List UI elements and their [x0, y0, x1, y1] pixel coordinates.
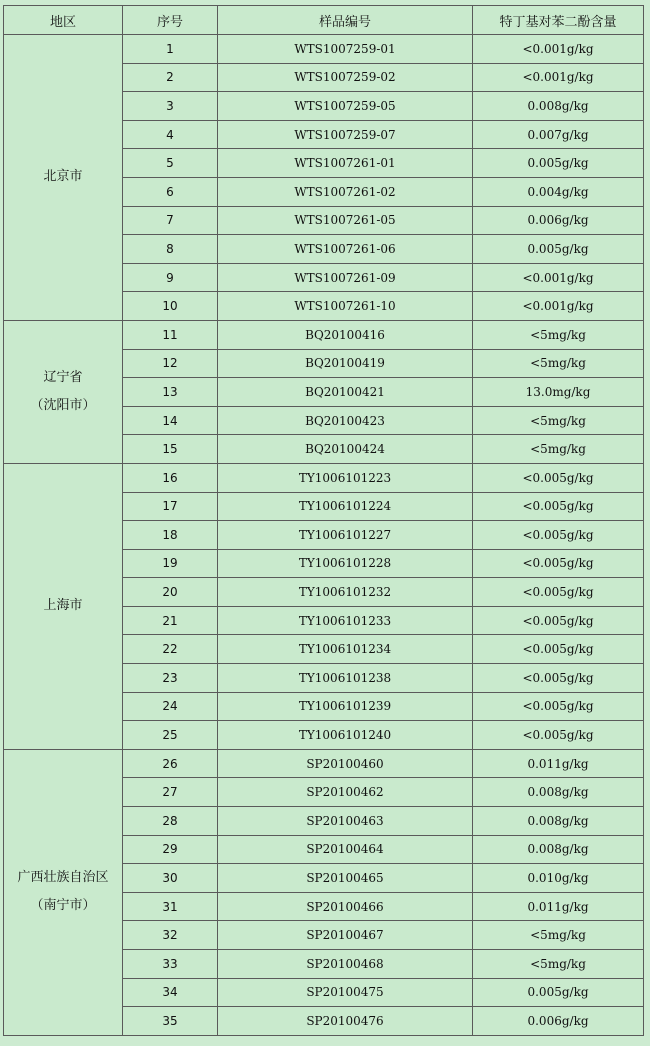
sample-id-cell: TY1006101239 [218, 692, 473, 721]
header-sample: 样品编号 [218, 6, 473, 35]
tbhq-content-value: <0.005g/kg [522, 556, 594, 571]
tbhq-content-value: <5mg/kg [530, 928, 586, 943]
sample-id-cell: WTS1007261-05 [218, 206, 473, 235]
tbhq-content-value: <0.005g/kg [522, 613, 594, 628]
tbhq-content-value: 0.005g/kg [527, 241, 589, 256]
seq-cell: 5 [123, 149, 218, 178]
tbhq-content-value: <0.005g/kg [522, 585, 594, 600]
seq-cell: 2 [123, 63, 218, 92]
tbhq-content-cell [473, 807, 644, 836]
tbhq-content-value: <0.001g/kg [522, 70, 594, 85]
seq-cell: 16 [123, 463, 218, 492]
region-line: （沈阳市） [30, 397, 96, 413]
seq-cell: 7 [123, 206, 218, 235]
seq-cell: 17 [123, 492, 218, 521]
seq-cell: 19 [123, 549, 218, 578]
tbhq-content-cell [473, 235, 644, 264]
sample-id-cell: BQ20100423 [218, 406, 473, 435]
sample-id-cell: BQ20100424 [218, 435, 473, 464]
tbhq-content-value: <0.005g/kg [522, 642, 594, 657]
tbhq-content-value: 0.008g/kg [527, 842, 589, 857]
table-row [4, 749, 644, 778]
tbhq-content-cell [473, 263, 644, 292]
tbhq-content-value: <5mg/kg [530, 442, 586, 457]
seq-cell: 15 [123, 435, 218, 464]
sample-id-cell: TY1006101224 [218, 492, 473, 521]
sample-id-cell: TY1006101232 [218, 578, 473, 607]
sample-id-cell: BQ20100419 [218, 349, 473, 378]
tbhq-content-value: <0.005g/kg [522, 527, 594, 542]
tbhq-content-cell [473, 406, 644, 435]
region-cell [4, 749, 123, 1035]
tbhq-content-cell [473, 177, 644, 206]
tbhq-content-value: 0.004g/kg [527, 184, 589, 199]
tbhq-content-cell [473, 292, 644, 321]
tbhq-content-cell [473, 978, 644, 1007]
tbhq-content-value: <5mg/kg [530, 327, 586, 342]
sample-id-cell: SP20100467 [218, 921, 473, 950]
tbhq-content-cell [473, 635, 644, 664]
tbhq-content-value: 0.008g/kg [527, 785, 589, 800]
sample-id-cell: WTS1007261-10 [218, 292, 473, 321]
tbhq-content-cell [473, 1007, 644, 1036]
tbhq-content-cell [473, 463, 644, 492]
sample-id-cell: TY1006101228 [218, 549, 473, 578]
header-region: 地区 [4, 6, 123, 35]
sample-id-cell: TY1006101234 [218, 635, 473, 664]
tbhq-content-cell [473, 835, 644, 864]
tbhq-content-cell [473, 492, 644, 521]
tbhq-content-cell [473, 864, 644, 893]
seq-cell: 31 [123, 892, 218, 921]
tbhq-content-value: 0.006g/kg [527, 213, 589, 228]
sample-id-cell: SP20100475 [218, 978, 473, 1007]
seq-cell: 35 [123, 1007, 218, 1036]
sample-id-cell: SP20100466 [218, 892, 473, 921]
tbhq-content-value: 0.005g/kg [527, 985, 589, 1000]
tbhq-content-cell [473, 778, 644, 807]
tbhq-content-value: 0.008g/kg [527, 813, 589, 828]
seq-cell: 28 [123, 807, 218, 836]
sample-id-cell: WTS1007259-02 [218, 63, 473, 92]
sample-id-cell: SP20100465 [218, 864, 473, 893]
tbhq-content-value: 0.007g/kg [527, 127, 589, 142]
tbhq-content-value: <0.001g/kg [522, 270, 594, 285]
seq-cell: 3 [123, 92, 218, 121]
tbhq-content-cell [473, 664, 644, 693]
tbhq-content-value: <0.001g/kg [522, 41, 594, 56]
seq-cell: 14 [123, 406, 218, 435]
sample-id-cell: BQ20100421 [218, 378, 473, 407]
region-line: 辽宁省 [43, 369, 83, 385]
tbhq-content-value: <0.005g/kg [522, 728, 594, 743]
tbhq-content-value: 0.010g/kg [527, 871, 589, 886]
tbhq-content-value: <5mg/kg [530, 356, 586, 371]
tbhq-content-value: 0.006g/kg [527, 1013, 589, 1028]
seq-cell: 6 [123, 177, 218, 206]
sample-id-cell: TY1006101238 [218, 664, 473, 693]
tbhq-content-cell [473, 378, 644, 407]
seq-cell: 32 [123, 921, 218, 950]
seq-cell: 33 [123, 950, 218, 979]
tbhq-content-cell [473, 578, 644, 607]
tbhq-content-cell [473, 892, 644, 921]
seq-cell: 8 [123, 235, 218, 264]
seq-cell: 21 [123, 606, 218, 635]
seq-cell: 27 [123, 778, 218, 807]
tbhq-content-cell [473, 549, 644, 578]
sample-id-cell: WTS1007261-09 [218, 263, 473, 292]
sample-id-cell: SP20100460 [218, 749, 473, 778]
header-row [4, 6, 644, 35]
header-content: 特丁基对苯二酚含量 [473, 6, 644, 35]
header-seq: 序号 [123, 6, 218, 35]
sample-id-cell: WTS1007259-07 [218, 120, 473, 149]
table-header [4, 6, 644, 35]
seq-cell: 20 [123, 578, 218, 607]
tbhq-content-cell [473, 120, 644, 149]
tbhq-content-cell [473, 92, 644, 121]
sample-id-cell: SP20100463 [218, 807, 473, 836]
seq-cell: 13 [123, 378, 218, 407]
tbhq-content-cell [473, 435, 644, 464]
sample-id-cell: WTS1007261-01 [218, 149, 473, 178]
tbhq-content-value: 0.008g/kg [527, 98, 589, 113]
tbhq-content-cell [473, 950, 644, 979]
sample-id-cell: TY1006101233 [218, 606, 473, 635]
sample-id-cell: SP20100468 [218, 950, 473, 979]
tbhq-content-cell [473, 320, 644, 349]
seq-cell: 22 [123, 635, 218, 664]
tbhq-content-value: <5mg/kg [530, 956, 586, 971]
seq-cell: 24 [123, 692, 218, 721]
tbhq-content-cell [473, 692, 644, 721]
tbhq-content-cell [473, 149, 644, 178]
seq-cell: 11 [123, 320, 218, 349]
tbhq-content-cell [473, 521, 644, 550]
sample-id-cell: TY1006101240 [218, 721, 473, 750]
tbhq-content-value: 0.011g/kg [527, 899, 589, 914]
tbhq-content-value: <5mg/kg [530, 413, 586, 428]
sample-id-cell: WTS1007259-05 [218, 92, 473, 121]
seq-cell: 30 [123, 864, 218, 893]
sample-id-cell: SP20100464 [218, 835, 473, 864]
tbhq-content-value: <0.005g/kg [522, 470, 594, 485]
tbhq-content-cell [473, 749, 644, 778]
tbhq-content-value: 13.0mg/kg [525, 384, 591, 399]
tbhq-content-cell [473, 606, 644, 635]
seq-cell: 10 [123, 292, 218, 321]
seq-cell: 23 [123, 664, 218, 693]
seq-cell: 26 [123, 749, 218, 778]
sample-id-cell: TY1006101227 [218, 521, 473, 550]
tbhq-content-value: <0.005g/kg [522, 670, 594, 685]
sample-id-cell: TY1006101223 [218, 463, 473, 492]
table-row [4, 35, 644, 64]
tbhq-content-value: <0.005g/kg [522, 699, 594, 714]
region-cell [4, 463, 123, 749]
sample-id-cell: WTS1007261-06 [218, 235, 473, 264]
sample-id-cell: SP20100462 [218, 778, 473, 807]
sample-id-cell: BQ20100416 [218, 320, 473, 349]
tbhq-content-cell [473, 721, 644, 750]
table-body [4, 35, 644, 1036]
region-cell [4, 320, 123, 463]
tbhq-content-cell [473, 921, 644, 950]
seq-cell: 9 [123, 263, 218, 292]
region-line: 上海市 [43, 598, 83, 614]
seq-cell: 1 [123, 35, 218, 64]
sample-id-cell: SP20100476 [218, 1007, 473, 1036]
table-row [4, 320, 644, 349]
tbhq-content-cell [473, 349, 644, 378]
tbhq-content-value: <0.001g/kg [522, 299, 594, 314]
tbhq-content-cell [473, 63, 644, 92]
seq-cell: 25 [123, 721, 218, 750]
region-line: （南宁市） [30, 898, 96, 914]
region-cell [4, 35, 123, 321]
tbhq-content-cell [473, 35, 644, 64]
tbhq-content-value: 0.011g/kg [527, 756, 589, 771]
sample-id-cell: WTS1007259-01 [218, 35, 473, 64]
sample-id-cell: WTS1007261-02 [218, 177, 473, 206]
region-line: 北京市 [43, 169, 83, 185]
seq-cell: 12 [123, 349, 218, 378]
table-row [4, 463, 644, 492]
region-line: 广西壮族自治区 [17, 870, 109, 886]
tbhq-content-value: 0.005g/kg [527, 156, 589, 171]
tbhq-content-cell [473, 206, 644, 235]
tbhq-content-value: <0.005g/kg [522, 499, 594, 514]
seq-cell: 18 [123, 521, 218, 550]
tbhq-results-table [3, 5, 644, 1036]
seq-cell: 4 [123, 120, 218, 149]
seq-cell: 34 [123, 978, 218, 1007]
seq-cell: 29 [123, 835, 218, 864]
